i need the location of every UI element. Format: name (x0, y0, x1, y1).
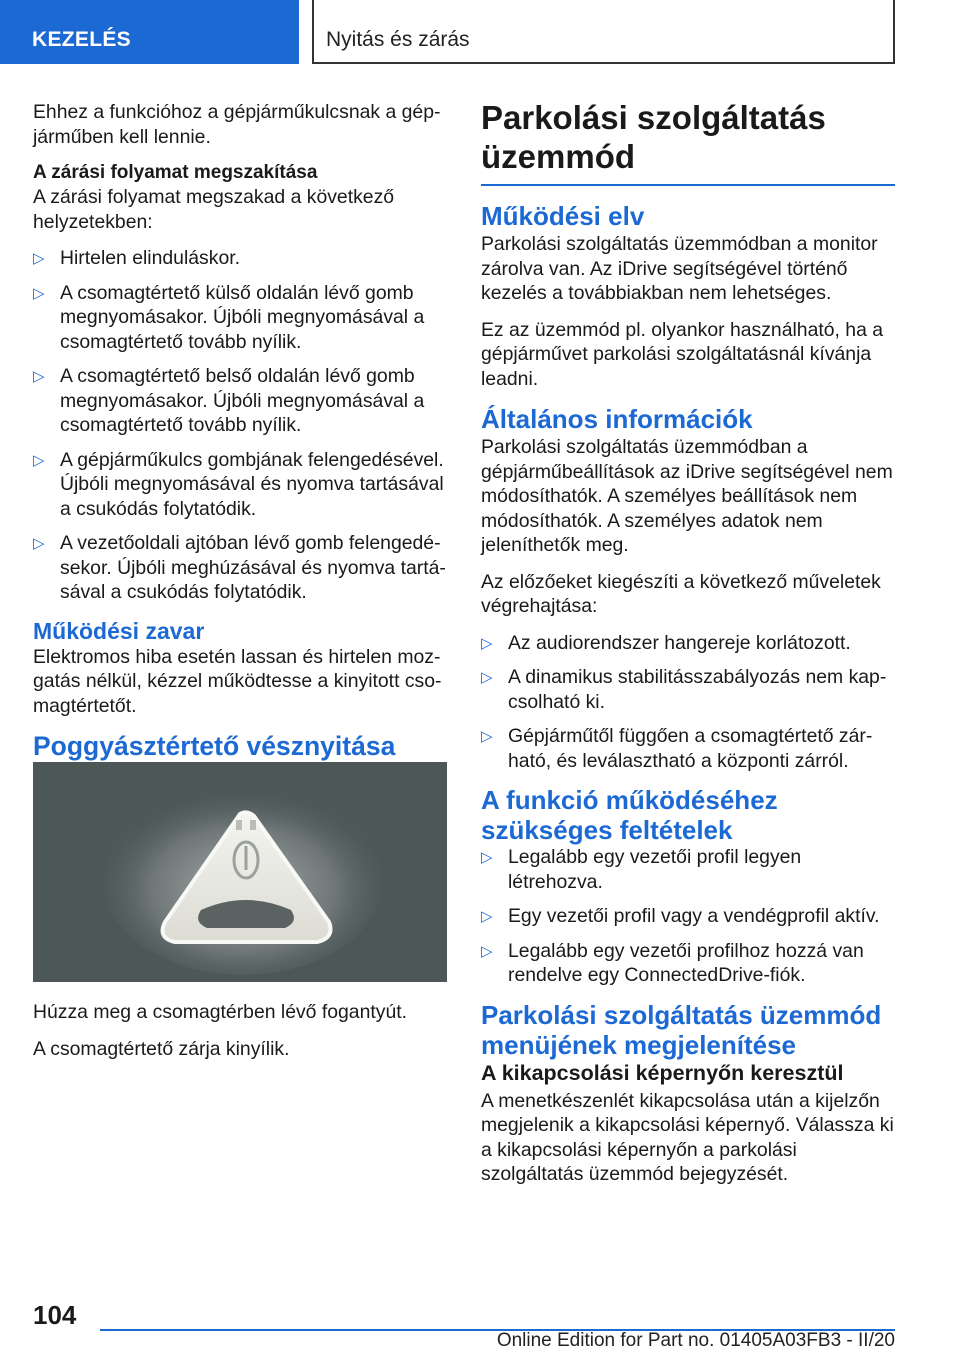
menu-text: A menetkészenlét kikapcsolása után a kijelzőn megjelenik a kikapcsolási képernyő. Válassza ki a kikapcsolási képernyőn a parkolási szolgáltatás üzemmód bejegyzését. (481, 1089, 894, 1185)
principle-heading: Működési elv (481, 201, 645, 231)
emergency-caption: Húzza meg a csomagtérben lévő fogantyút. (33, 1001, 408, 1023)
emergency-result: A csomagtértető zárja kinyílik. (33, 1037, 290, 1060)
list-item: ▷ Legalább egy vezetői profil legyen létrehozva. (481, 845, 895, 894)
general-list (481, 631, 895, 774)
closing-interrupt-heading: A zárási folyamat megszakítása (33, 162, 318, 183)
list-item: ▷ Egy vezetői profil vagy a vendégprofil aktív. (481, 904, 895, 929)
menu-subheading: A kikapcsolási képernyőn keresztül (481, 1060, 844, 1085)
left-column (33, 100, 449, 1073)
general-p2: Az előzőeket kiegészíti a következő műveletek végrehajtása: (481, 570, 881, 617)
malfunction-heading: Működési zavar (33, 617, 205, 644)
header-chapter-title: Nyitás és zárás (312, 0, 895, 64)
principle-p2: Ez az üzemmód pl. olyankor használható, ha a gépjárművet parkolási szolgáltatásnál kívánja leadni. (481, 318, 884, 390)
list-item: ▷ Legalább egy vezetői profilhoz hozzá van rendelve egy ConnectedDrive-fiók. (481, 939, 895, 988)
footer-edition (300, 1330, 895, 1352)
list-item: ▷ A csomagtértető belső oldalán lévő gomb megnyomásakor. Újbóli megnyomásával a csomagtértető tovább nyílik. (33, 364, 449, 438)
list-item: ▷ A vezetőoldali ajtóban lévő gomb felengedésekor. Újbóli meghúzásával és nyomva tartásával a csukódás folytatódik. (33, 531, 449, 605)
right-column (481, 100, 895, 1199)
emergency-release-heading: Poggyásztértető vésznyitása (33, 731, 396, 761)
list-item: ▷ A gépjárműkulcs gombjának felengedésével. Újbóli megnyomásával és nyomva tartásával a csukódás folytatódik. (33, 448, 449, 522)
page-number: 104 (33, 1300, 77, 1330)
principle-p1: Parkolási szolgáltatás üzemmódban a monitor zárolva van. Az iDrive segítségével történő kezelés a továbbiakban nem lehetséges. (481, 233, 878, 304)
general-heading: Általános információk (481, 404, 753, 434)
list-item: ▷ Hirtelen elinduláskor. (33, 246, 449, 271)
requirements-list (481, 845, 895, 988)
title-divider (481, 184, 895, 186)
edition-text: Online Edition for Part no. 01405A03FB3 - II/20 (496, 1330, 895, 1351)
list-item: ▷ A dinamikus stabilitásszabályozás nem kapcsolható ki. (481, 665, 895, 714)
closing-interrupt-text: A zárási folyamat megszakad a következő helyzetekben: (33, 186, 395, 233)
list-item: ▷ Gépjárműtől függően a csomagtértető zárható, és leválasztható a központi zárról. (481, 724, 895, 773)
list-item: ▷ A csomagtértető külső oldalán lévő gomb megnyomásakor. Újbóli megnyomásával a csomagtértető tovább nyílik. (33, 281, 449, 355)
section-title: Parkolási szolgáltatás üzemmód (481, 99, 826, 175)
intro-paragraph: Ehhez a funkcióhoz a gépjárműkulcsnak a gépjárműben kell lennie. (33, 101, 441, 148)
trunk-release-handle-icon (33, 762, 447, 982)
requirements-heading: A funkció működéséhez szükséges feltételek (481, 785, 778, 845)
malfunction-text: Elektromos hiba esetén lassan és hirtelen mozgatás nélkül, kézzel működtesse a kinyitott csomagtértetőt. (33, 645, 442, 717)
general-p1: Parkolási szolgáltatás üzemmódban a gépjárműbeállítások az iDrive segítségével nem módosíthatók. A személyes beállítások nem módosíthatók. A személyes adatok nem jeleníthetők meg. (481, 436, 893, 556)
list-item: ▷ Az audiorendszer hangereje korlátozott. (481, 631, 895, 656)
menu-heading: Parkolási szolgáltatás üzemmód menüjének megjelenítése (481, 999, 882, 1060)
header-section-label: KEZELÉS (0, 0, 299, 64)
emergency-handle-figure (33, 762, 447, 982)
closing-interrupt-list (33, 246, 449, 605)
